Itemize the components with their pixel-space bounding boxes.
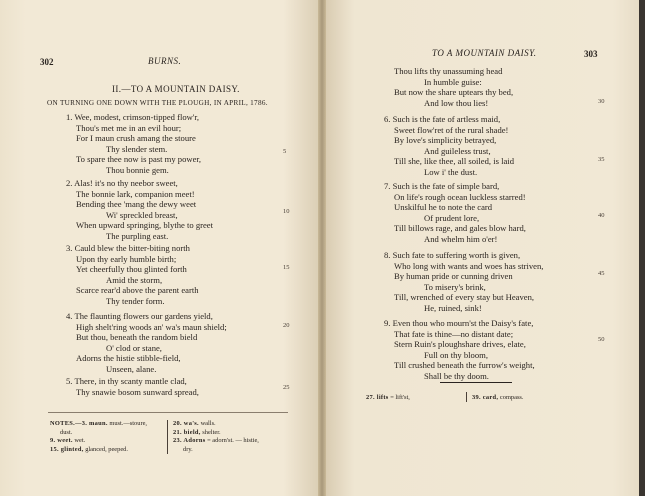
poem-end-rule bbox=[440, 382, 512, 383]
stanza bbox=[384, 114, 514, 178]
line-number: 40 bbox=[598, 212, 605, 219]
stanza bbox=[66, 178, 213, 242]
stanza bbox=[66, 112, 201, 176]
stanza bbox=[384, 318, 535, 382]
verse-line: By love's simplicity betrayed, bbox=[394, 135, 497, 146]
note-line: 27. lifts = lift'st, bbox=[366, 394, 410, 401]
verse-line: That fate is thine—no distant date; bbox=[394, 328, 514, 339]
stanza bbox=[384, 250, 543, 314]
book-gutter bbox=[318, 0, 326, 496]
right-notes-col2 bbox=[472, 394, 524, 403]
verse-line: Who long with wants and woes has striven, bbox=[394, 260, 544, 271]
note-line: 20. wa's. walls. bbox=[173, 420, 216, 427]
verse-line: The purpling east. bbox=[106, 230, 169, 241]
note-line: NOTES.—3. maun. must.—stoure, bbox=[50, 420, 148, 427]
verse-line: 8. Such fate to suffering worth is given, bbox=[384, 250, 521, 260]
verse-line: Till crushed beneath the furrow's weight, bbox=[394, 360, 535, 371]
verse-line: Bending thee 'mang the dewy weet bbox=[76, 199, 197, 210]
notes-column-divider bbox=[167, 420, 168, 454]
verse-line: By human pride or cunning driven bbox=[394, 271, 513, 282]
right-notes-col1 bbox=[366, 394, 410, 403]
note-line: 39. card, compass. bbox=[472, 394, 524, 401]
left-running-head: BURNS. bbox=[148, 56, 182, 66]
verse-line: Sweet flow'ret of the rural shade! bbox=[394, 124, 509, 135]
verse-line: Of prudent lore, bbox=[424, 212, 480, 223]
left-notes-col2 bbox=[173, 420, 259, 454]
verse-line: 9. Even thou who mourn'st the Daisy's fate, bbox=[384, 318, 534, 328]
verse-line: And low thou lies! bbox=[424, 97, 489, 108]
verse-line: And whelm him o'er! bbox=[424, 233, 498, 244]
verse-line: To spare thee now is past my power, bbox=[76, 154, 202, 165]
note-line: dust. bbox=[60, 428, 73, 436]
note-line: 23. Adorns = adorn'st. — histie, bbox=[173, 437, 259, 445]
stanza bbox=[66, 311, 227, 375]
verse-line: Low i' the dust. bbox=[424, 166, 478, 177]
verse-line: Unseen, alane. bbox=[106, 363, 157, 374]
verse-line: Stern Ruin's ploughshare drives, elate, bbox=[394, 339, 526, 350]
poem-subtitle: ON TURNING ONE DOWN WITH THE PLOUGH, IN APRIL, 1786. bbox=[47, 99, 268, 107]
notes-divider bbox=[48, 412, 288, 413]
verse-line: Thou's met me in an evil hour; bbox=[76, 122, 182, 133]
verse-line: 3. Cauld blew the bitter-biting north bbox=[66, 243, 190, 253]
stanza bbox=[66, 243, 199, 307]
verse-line: Till, wrenched of every stay but Heaven, bbox=[394, 292, 535, 303]
verse-line: In humble guise: bbox=[424, 76, 482, 87]
verse-line: The bonnie lark, companion meet! bbox=[76, 188, 195, 199]
line-number: 5 bbox=[283, 148, 287, 155]
verse-line: 2. Alas! it's no thy neebor sweet, bbox=[66, 178, 178, 188]
note-line: 9. weet. wet. bbox=[50, 437, 86, 445]
line-number: 35 bbox=[598, 156, 605, 163]
line-number: 20 bbox=[283, 322, 290, 329]
verse-line: Shall be thy doom. bbox=[424, 370, 489, 381]
verse-line: 1. Wee, modest, crimson-tipped flow'r, bbox=[66, 112, 200, 122]
line-number: 30 bbox=[598, 98, 605, 105]
verse-line: Scarce rear'd above the parent earth bbox=[76, 285, 199, 296]
verse-line: But thou, beneath the random bield bbox=[76, 332, 198, 343]
line-number: 10 bbox=[283, 208, 290, 215]
note-line: 15. glinted, glanced, peeped. bbox=[50, 445, 128, 453]
note-line: dry. bbox=[183, 445, 193, 453]
verse-line: And guileless trust, bbox=[424, 145, 491, 156]
verse-line: Full on thy bloom, bbox=[424, 349, 488, 360]
verse-line: 5. There, in thy scanty mantle clad, bbox=[66, 376, 187, 386]
note-line: 21. bield, shelter. bbox=[173, 428, 221, 436]
verse-line: For I maun crush amang the stoure bbox=[76, 133, 196, 144]
verse-line: Yet cheerfully thou glinted forth bbox=[76, 264, 187, 275]
verse-line: Adorns the histie stibble-field, bbox=[76, 353, 181, 364]
line-number: 25 bbox=[283, 384, 290, 391]
notes-column-divider bbox=[466, 392, 467, 402]
line-number: 15 bbox=[283, 264, 290, 271]
verse-line: When upward springing, blythe to greet bbox=[76, 220, 213, 231]
stanza bbox=[384, 66, 513, 108]
verse-line: High shelt'ring woods an' wa's maun shield; bbox=[76, 321, 227, 332]
stanza bbox=[384, 181, 526, 245]
verse-line: Thou bonnie gem. bbox=[106, 164, 169, 175]
verse-line: 6. Such is the fate of artless maid, bbox=[384, 114, 501, 124]
verse-line: O' clod or stane, bbox=[106, 342, 162, 353]
stanza bbox=[66, 376, 199, 397]
verse-line: Thy slender stem. bbox=[106, 143, 168, 154]
verse-line: To misery's brink, bbox=[424, 281, 486, 292]
verse-line: Upon thy early humble birth; bbox=[76, 253, 177, 264]
verse-line: Thy snawie bosom sunward spread, bbox=[76, 386, 199, 397]
verse-line: He, ruined, sink! bbox=[424, 302, 482, 313]
poem-title: II.—TO A MOUNTAIN DAISY. bbox=[112, 84, 240, 94]
left-page-number: 302 bbox=[40, 57, 54, 67]
verse-line: On life's rough ocean luckless starred! bbox=[394, 191, 526, 202]
right-running-head: TO A MOUNTAIN DAISY. bbox=[432, 48, 537, 58]
line-number: 45 bbox=[598, 270, 605, 277]
page-edge bbox=[639, 0, 645, 496]
verse-line: 4. The flaunting flowers our gardens yield, bbox=[66, 311, 213, 321]
verse-line: Till she, like thee, all soiled, is laid bbox=[394, 156, 514, 167]
verse-line: But now the share uptears thy bed, bbox=[394, 87, 514, 98]
verse-line: Thou lifts thy unassuming head bbox=[394, 66, 503, 76]
line-number: 50 bbox=[598, 336, 605, 343]
right-page-number: 303 bbox=[584, 49, 598, 59]
verse-line: Amid the storm, bbox=[106, 274, 163, 285]
verse-line: Thy tender form. bbox=[106, 295, 165, 306]
verse-line: Unskilful he to note the card bbox=[394, 202, 493, 213]
verse-line: 7. Such is the fate of simple bard, bbox=[384, 181, 500, 191]
left-notes-col1 bbox=[50, 420, 147, 454]
verse-line: Wi' spreckled breast, bbox=[106, 209, 178, 220]
verse-line: Till billows rage, and gales blow hard, bbox=[394, 223, 526, 234]
